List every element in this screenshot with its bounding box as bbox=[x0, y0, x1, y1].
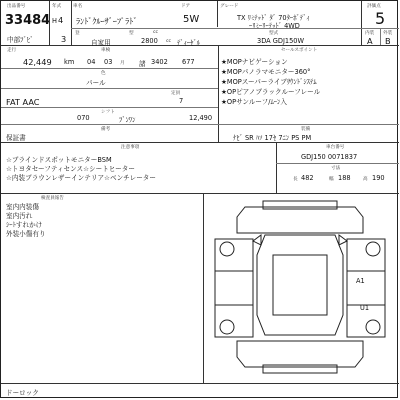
grade-label: グレード bbox=[220, 4, 239, 9]
inspector-line-2: 室内汚れ bbox=[6, 212, 33, 220]
inspection-label: 車検 bbox=[101, 48, 111, 53]
size-label: 寸法 bbox=[331, 166, 341, 171]
cc-label: cc bbox=[153, 30, 159, 35]
divider bbox=[1, 107, 218, 108]
inspector-title: 検査員報告 bbox=[41, 196, 64, 201]
section-divider bbox=[1, 142, 399, 143]
era-label: 年式 bbox=[52, 4, 62, 9]
ref-extra: 677 bbox=[182, 58, 195, 66]
damage-mark-a1: A1 bbox=[356, 277, 365, 285]
ref-label: 諸 bbox=[139, 60, 146, 68]
inspection-unit: 月 bbox=[120, 61, 125, 66]
reg-value: 自家用 bbox=[91, 39, 111, 47]
score-label: 評価点 bbox=[367, 4, 381, 9]
inspector-line-3: ｼｰﾄすれかけ bbox=[6, 221, 43, 229]
car-damage-diagram bbox=[205, 195, 397, 381]
era-year: 4 bbox=[58, 15, 64, 25]
lot-number: 33484 bbox=[5, 13, 51, 28]
equipment-label: 装備 bbox=[301, 127, 311, 132]
length-label: 長 bbox=[293, 177, 298, 182]
seats-label: 定員 bbox=[171, 91, 181, 96]
divider bbox=[1, 68, 218, 69]
equipment-line: ﾅﾋﾞ SR ﾊｿ 17ｾ 7ﾆﾝ PS PM bbox=[233, 134, 312, 142]
grade-line-1: TX ﾘﾐﾃｯﾄﾞ ﾀﾞ 70ﾀｰﾎﾞﾃﾞｨ bbox=[237, 14, 310, 22]
divider bbox=[218, 124, 399, 125]
ref-number: 3402 bbox=[151, 58, 168, 66]
remark-2: ☆トヨタセーフティセンス☆シートヒーター bbox=[6, 165, 135, 173]
section-divider bbox=[1, 383, 399, 384]
grade-line-2: ｰﾘﾐｰﾘｰﾃｯﾄﾞ 4WD bbox=[249, 22, 300, 30]
frame-label: 車台番号 bbox=[326, 145, 345, 150]
overall-score: 5 bbox=[375, 9, 386, 28]
sales-point-1: ★MOPナビゲーション bbox=[221, 58, 288, 66]
inspection-month: 03 bbox=[104, 58, 113, 66]
height-label: 高 bbox=[363, 177, 368, 182]
displacement: 2800 bbox=[141, 37, 158, 45]
shift-type: ﾌﾞﾝﾜﾝ bbox=[119, 116, 136, 124]
fuel-type: ﾃﾞｨｰｾﾞﾙ bbox=[177, 39, 201, 47]
car-name-label: 車名 bbox=[73, 4, 83, 9]
divider bbox=[71, 28, 361, 29]
model-label: 型式 bbox=[269, 31, 279, 36]
cc-unit: cc bbox=[166, 39, 172, 44]
divider bbox=[276, 163, 399, 164]
divider bbox=[203, 193, 204, 383]
lot-label: 出品番号 bbox=[7, 4, 26, 9]
sales-point-3: ★MOPスーパーライブｻｳﾝﾄﾞｼｽﾃﾑ bbox=[221, 78, 317, 86]
divider bbox=[361, 1, 362, 45]
inspector-line-4: 外装小傷有り bbox=[6, 230, 46, 238]
mileage-unit: km bbox=[64, 58, 75, 66]
door-type: 5W bbox=[183, 14, 200, 25]
sales-point-2: ★MOPパノラマモニター360° bbox=[221, 68, 311, 76]
car-name: ﾗﾝﾄﾞｸﾙｰｻﾞｰﾌﾟﾗﾄﾞ bbox=[76, 16, 138, 26]
inspector-line-1: 室内内装傷 bbox=[6, 203, 39, 211]
color-label: 色 bbox=[101, 71, 106, 76]
door-label: ドア bbox=[181, 4, 191, 9]
inspection-year: 04 bbox=[87, 58, 96, 66]
body-color: パール bbox=[86, 79, 106, 87]
divider bbox=[1, 124, 218, 125]
divider bbox=[1, 88, 218, 89]
frame-number: GDJ150 0071837 bbox=[301, 153, 358, 161]
sales-points-title: セールスポイント bbox=[281, 48, 318, 53]
shift-label: シフト bbox=[101, 110, 115, 115]
sales-point-5: ★OPサンルーフ/ﾑｰﾝ入 bbox=[221, 98, 287, 106]
sales-point-4: ★OPピアノブラックルーフレール bbox=[221, 88, 321, 96]
width-label: 幅 bbox=[329, 177, 334, 182]
divider bbox=[380, 28, 381, 45]
exterior-score: B bbox=[385, 36, 391, 46]
equipment-codes: FAT AAC bbox=[6, 97, 40, 107]
remarks-title: 注意事項 bbox=[121, 145, 140, 150]
option-number: 070 bbox=[77, 114, 90, 122]
price: 12,490 bbox=[189, 114, 213, 122]
type-label: 型 bbox=[129, 31, 134, 36]
warranty: 保証書 bbox=[6, 134, 26, 142]
interior-score: A bbox=[367, 36, 373, 46]
mileage-label: 走行 bbox=[7, 48, 17, 53]
remark-1: ☆ブラインドスポットモニターBSM bbox=[6, 156, 112, 164]
model-code: 3DA GDJ150W bbox=[257, 37, 304, 45]
mileage: 42,449 bbox=[23, 57, 52, 67]
remark-3: ☆内装ブラウンレザーインテリア☆ベンチレーター bbox=[6, 174, 156, 182]
divider bbox=[71, 1, 72, 45]
note-label: 備考 bbox=[101, 127, 111, 132]
reg-label: 登 bbox=[75, 31, 80, 36]
width: 188 bbox=[338, 174, 351, 182]
exterior-label: 外装 bbox=[383, 31, 393, 36]
dealer-name: 中部ﾌﾞﾋﾞ bbox=[7, 36, 34, 44]
era-month: 3 bbox=[61, 34, 67, 44]
era: H bbox=[52, 17, 57, 25]
damage-mark-u1: U1 bbox=[360, 304, 370, 312]
height: 190 bbox=[372, 174, 385, 182]
divider bbox=[218, 45, 219, 142]
bottom-note: ドーロック bbox=[6, 389, 39, 397]
divider bbox=[276, 142, 277, 193]
divider bbox=[217, 1, 218, 27]
interior-label: 内装 bbox=[365, 31, 375, 36]
divider bbox=[49, 1, 50, 45]
section-divider bbox=[1, 193, 399, 194]
length: 482 bbox=[301, 174, 314, 182]
seat-count: 7 bbox=[179, 97, 184, 105]
